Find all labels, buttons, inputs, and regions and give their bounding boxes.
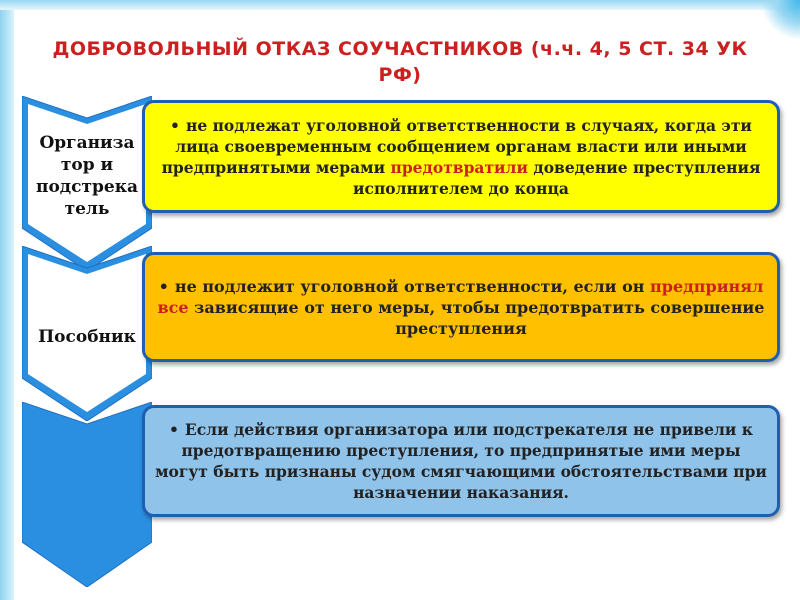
info-box-organizer [142,100,780,213]
info-box-text [155,115,767,199]
text-part: Если действия организатора или подстрекателя не привели к предотвращению преступления, то предпринятые ими меры могут быть признаны судом смягчающими обстоятельствами при назначении наказания. [155,420,767,502]
slide-title: ДОБРОВОЛЬНЫЙ ОТКАЗ СОУЧАСТНИКОВ (ч.ч. 4, 5 СТ. 34 УК РФ) [52,38,748,86]
chevron-label-line: тель [64,199,110,219]
highlight-text: предпринял все [157,276,764,317]
chevron-label-organizer [22,132,152,220]
slide-frame-left [0,0,14,600]
chevron-organizer [22,96,152,271]
highlight-text: предотвратили [390,157,528,177]
bullet-icon: • [170,115,180,135]
bullet-icon: • [158,276,169,296]
slide-frame-corner [760,0,800,40]
bullet-icon: • [168,420,179,439]
slide-frame-top [0,0,800,10]
chevron-accomplice [22,246,152,421]
text-part: не подлежат уголовной ответственности в случаях, когда эти лица своевременным сообщением органам власти или иными предпринятыми мерами [161,115,752,177]
info-box-accomplice [142,252,780,362]
text-part: доведение преступления исполнителем до конца [353,157,761,198]
info-box-text [155,276,767,339]
chevron-label-line: подстрека [36,177,138,197]
chevron-label-accomplice [22,326,152,348]
chevron-label-line: Пособник [38,327,136,347]
info-box-mitigation [142,405,780,517]
text-part: зависящие от него меры, чтобы предотвратить совершение преступления [188,297,765,338]
text-part: не подлежит уголовной ответственности, если он [174,276,651,296]
chevron-label-line: Организа [39,133,135,153]
info-box-text [155,419,767,503]
chevron-third [22,402,152,587]
chevron-label-line: тор и [60,155,114,175]
chevron-shape [22,402,152,587]
